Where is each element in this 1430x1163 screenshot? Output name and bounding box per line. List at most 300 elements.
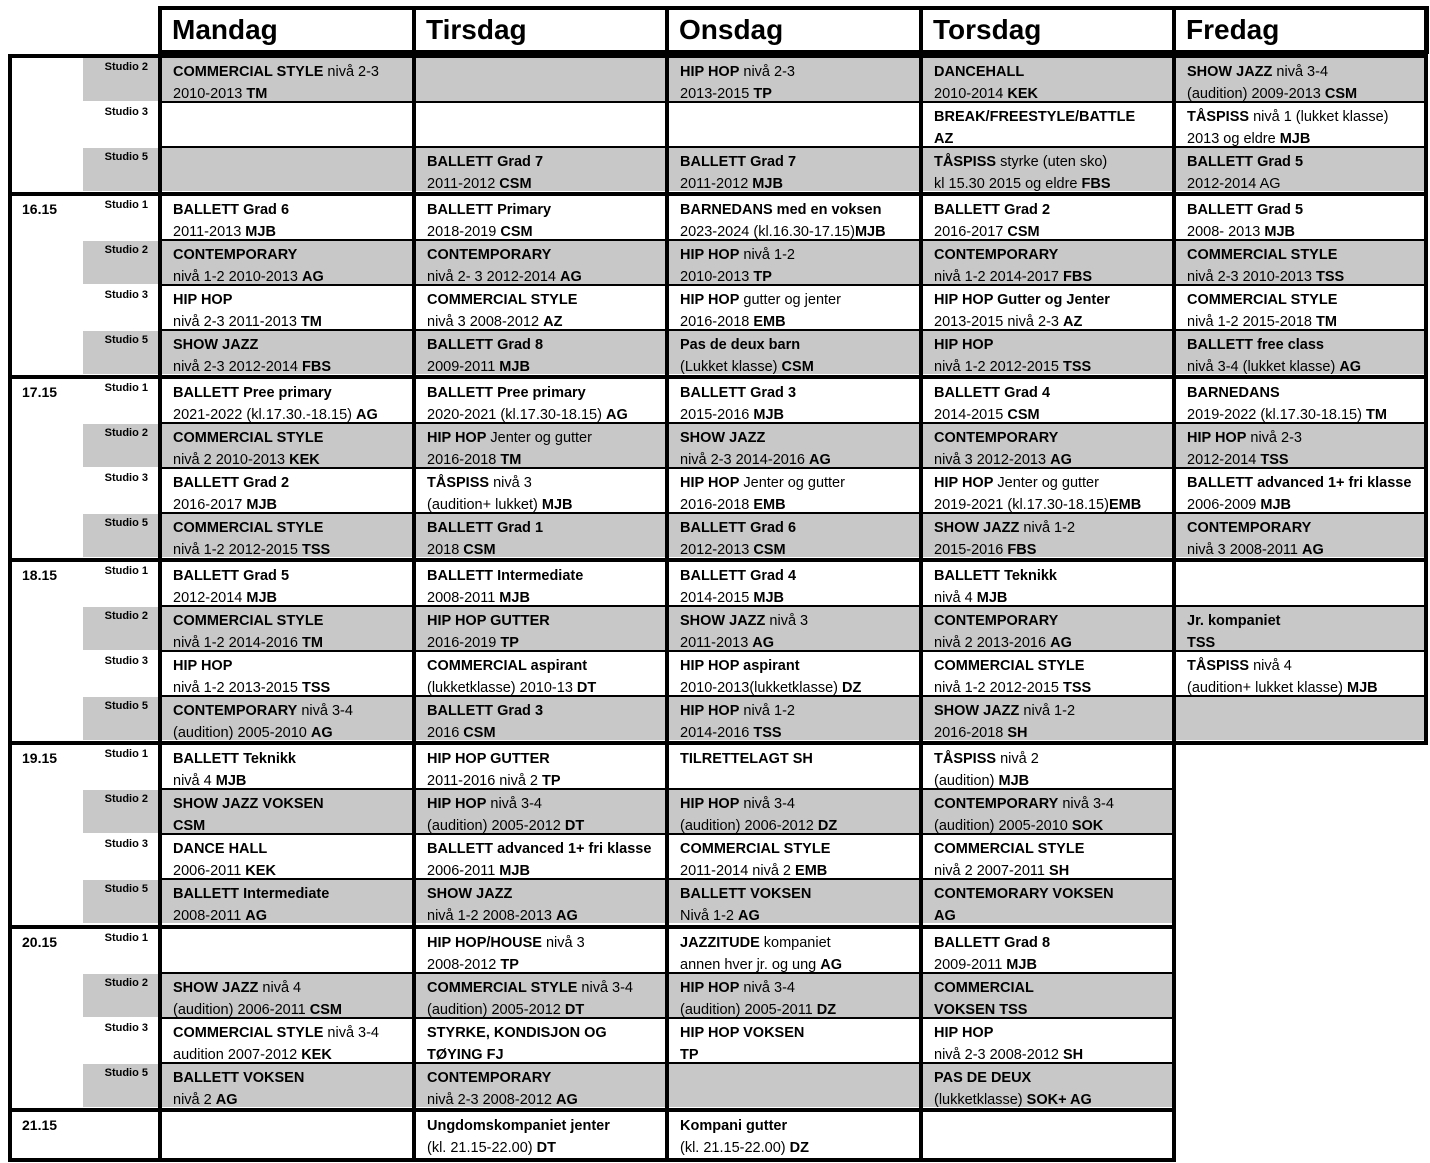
class-detail-line (934, 954, 1174, 972)
class-name-text: CSM (173, 818, 206, 833)
class-detail-line (1187, 221, 1425, 239)
class-cell (416, 652, 667, 695)
class-detail-line (427, 587, 667, 605)
class-detail-text: nivå 2 (996, 751, 1039, 767)
class-title-line (680, 334, 921, 356)
class-title-line (173, 1067, 414, 1089)
class-detail-text: (audition) 2009-2013 (1187, 86, 1325, 101)
class-detail-text: nivå 2-3 (1246, 430, 1302, 446)
class-title-line (1187, 427, 1425, 449)
class-detail-line (680, 311, 921, 329)
class-name-text: BARNEDANS (1187, 385, 1280, 401)
class-name-text: AZ (543, 314, 563, 329)
class-title-line (173, 199, 414, 221)
class-cell (923, 880, 1174, 923)
class-detail-line (173, 128, 414, 146)
day-header-fredag: Fredag (1172, 6, 1429, 54)
class-detail-text: nivå 4 (934, 590, 977, 605)
class-cell (1176, 148, 1425, 191)
class-name-text: DZ (816, 1002, 837, 1017)
class-name-text: BALLETT Grad 4 (680, 568, 797, 584)
block-border (1172, 741, 1428, 745)
class-cell (416, 469, 667, 512)
class-title-line (934, 793, 1174, 815)
class-cell (162, 514, 414, 557)
studio-label: Studio 1 (104, 932, 148, 944)
class-cell (162, 58, 414, 101)
class-cell (416, 562, 667, 605)
class-name-text: CSM (463, 542, 496, 557)
class-detail-text: 2020-2021 (kl.17.30-18.15) (427, 407, 606, 422)
class-name-text: AG (605, 407, 628, 422)
class-name-text: CONTEMPORARY (934, 430, 1059, 446)
class-detail-line (680, 494, 921, 512)
class-name-text: SHOW JAZZ (680, 430, 766, 446)
class-detail-line (934, 677, 1174, 695)
class-cell (923, 745, 1174, 788)
class-title-line (173, 61, 414, 83)
studio-label: Studio 1 (104, 748, 148, 760)
block-border (8, 1158, 1176, 1162)
class-name-text: FBS (1007, 542, 1037, 557)
class-detail-text: nivå 3-4 (739, 796, 795, 812)
class-title-line (427, 244, 667, 266)
class-name-text: CSM (499, 176, 532, 191)
class-name-text: CSM (1007, 407, 1040, 422)
class-name-text: BALLETT Primary (427, 202, 552, 218)
class-cell (162, 331, 414, 374)
class-detail-line (173, 954, 414, 972)
column-border (665, 6, 669, 1162)
class-title-line (680, 382, 921, 404)
class-detail-text: nivå 4 (258, 980, 302, 996)
class-name-text: EMB (753, 497, 786, 512)
class-title-line (173, 748, 414, 770)
time-label: 16.15 (22, 201, 58, 217)
class-cell (416, 880, 667, 923)
class-cell (923, 652, 1174, 695)
class-detail-line (427, 1044, 667, 1062)
class-cell (416, 424, 667, 467)
class-detail-line (680, 860, 921, 878)
class-title-line (427, 199, 667, 221)
class-cell (162, 1064, 414, 1107)
class-name-text: TILRETTELAGT SH (680, 751, 813, 767)
class-name-text: MJB (1279, 131, 1311, 146)
class-detail-line (427, 999, 667, 1017)
class-name-text: AG (1050, 635, 1072, 650)
class-name-text: SH (1063, 1047, 1084, 1062)
class-detail-text: annen hver jr. og ung (680, 957, 821, 972)
class-detail-line (1187, 356, 1425, 374)
class-detail-text: 2018 (427, 542, 464, 557)
class-detail-line (680, 266, 921, 284)
class-cell (162, 103, 414, 146)
class-title-line (680, 655, 921, 677)
class-detail-text: 2016-2017 (173, 497, 247, 512)
class-detail-line (173, 632, 414, 650)
class-cell (1176, 379, 1425, 422)
class-detail-text: nivå 2-3 2012-2014 (173, 359, 302, 374)
class-name-text: AG (310, 725, 333, 740)
block-border (8, 925, 1176, 929)
class-detail-line (1187, 404, 1425, 422)
class-title-line (1187, 289, 1425, 311)
class-title-line (934, 838, 1174, 860)
class-name-text: DZ (842, 680, 862, 695)
class-detail-text: 2012-2014 (173, 590, 247, 605)
class-detail-line (427, 311, 667, 329)
class-detail-line (173, 815, 414, 833)
class-cell (1176, 469, 1425, 512)
class-name-text: HIP HOP (427, 796, 487, 812)
class-cell (669, 835, 921, 878)
class-cell (416, 148, 667, 191)
class-title-line (427, 793, 667, 815)
class-cell (669, 652, 921, 695)
class-title-line (1187, 106, 1425, 128)
class-detail-text: Jenter og gutter (739, 475, 845, 491)
class-name-text: TÅSPISS (1187, 109, 1250, 125)
class-cell (669, 196, 921, 239)
class-name-text: BALLETT Grad 4 (934, 385, 1051, 401)
class-cell (669, 880, 921, 923)
class-detail-line (934, 905, 1174, 923)
class-title-line (173, 883, 414, 905)
class-detail-text: gutter og jenter (739, 292, 841, 308)
class-name-text: TSS (302, 680, 331, 695)
class-cell (162, 974, 414, 1017)
class-detail-text: 2014-2015 (680, 590, 754, 605)
class-name-text: HIP HOP (680, 247, 740, 263)
class-cell (162, 196, 414, 239)
class-title-line (934, 748, 1174, 770)
class-title-line (173, 700, 414, 722)
class-cell (923, 286, 1174, 329)
class-title-line (173, 655, 414, 677)
class-detail-line (1187, 128, 1425, 146)
class-detail-text: Jenter og gutter (486, 430, 592, 446)
class-title-line (427, 610, 667, 632)
class-detail-text: nivå 3 2012-2013 (934, 452, 1051, 467)
class-name-text: MJB (1346, 680, 1378, 695)
class-cell (162, 424, 414, 467)
class-cell (923, 835, 1174, 878)
class-detail-text: nivå 3 (765, 613, 809, 629)
class-name-text: BALLETT Teknikk (173, 751, 296, 767)
class-name-text: DT (536, 1140, 556, 1156)
class-cell (669, 514, 921, 557)
class-cell (1176, 562, 1425, 605)
column-border (8, 54, 12, 1162)
class-detail-text: nivå 3-4 (486, 796, 542, 812)
class-detail-line (1187, 173, 1425, 191)
class-title-line (173, 565, 414, 587)
class-detail-text: nivå 1-2 (1019, 520, 1076, 536)
class-title-line (1187, 61, 1425, 83)
class-detail-text: (audition) 2006-2012 (680, 818, 818, 833)
class-cell (669, 929, 921, 972)
block-border (8, 375, 1428, 379)
class-name-text: AG (752, 635, 775, 650)
class-detail-text: nivå 3-4 (739, 980, 795, 996)
class-name-text: SH (1049, 863, 1070, 878)
class-name-text: SOK (1071, 818, 1104, 833)
class-detail-line (680, 1089, 921, 1107)
class-title-line (680, 977, 921, 999)
class-detail-line (934, 266, 1174, 284)
class-title-line (934, 382, 1174, 404)
class-cell (923, 790, 1174, 833)
class-detail-line (680, 815, 921, 833)
studio-label: Studio 3 (104, 838, 148, 850)
class-cell (162, 697, 414, 740)
class-detail-text: 2011-2013 (680, 635, 753, 650)
class-detail-text: nivå 3 (489, 475, 532, 491)
class-detail-line (934, 722, 1174, 740)
class-cell (416, 697, 667, 740)
class-detail-text: nivå 1-2 2010-2013 (173, 269, 302, 284)
class-detail-text: (lukketklasse) (934, 1092, 1027, 1107)
class-name-text: BALLETT Grad 7 (427, 154, 544, 170)
class-detail-line (173, 83, 414, 101)
class-name-text: TSS (1063, 680, 1092, 695)
class-name-text: SHOW JAZZ (1187, 64, 1273, 80)
class-name-text: TP (753, 86, 772, 101)
class-detail-line (1187, 449, 1425, 467)
class-name-text: MJB (752, 176, 783, 191)
class-detail-line (427, 449, 667, 467)
class-title-line (427, 883, 667, 905)
class-name-text: BALLETT Grad 2 (934, 202, 1051, 218)
class-cell (669, 697, 921, 740)
class-detail-line (427, 266, 667, 284)
class-name-text: BALLETT Intermediate (173, 886, 330, 902)
day-header-mandag: Mandag (158, 6, 416, 54)
class-cell (1176, 103, 1425, 146)
class-name-text: FBS (302, 359, 331, 374)
class-cell (162, 929, 414, 972)
class-detail-line (173, 539, 414, 557)
class-title-line (427, 517, 667, 539)
class-name-text: HIP HOP (680, 475, 740, 491)
class-cell (923, 514, 1174, 557)
class-title-line (680, 932, 921, 954)
class-cell (162, 790, 414, 833)
class-detail-line (173, 999, 414, 1017)
class-name-text: HIP HOP/HOUSE (427, 935, 542, 951)
class-name-text: MJB (246, 590, 277, 605)
class-detail-line (1187, 266, 1425, 284)
class-detail-line (427, 83, 667, 101)
class-name-text: MJB (541, 497, 573, 512)
class-title-line (934, 610, 1174, 632)
class-name-text: BALLETT Grad 5 (1187, 202, 1304, 218)
class-name-text: SHOW JAZZ (934, 703, 1020, 719)
column-border (412, 6, 416, 1162)
class-detail-text: nivå 1-2 2014-2017 (934, 269, 1063, 284)
class-detail-line (173, 173, 414, 191)
class-name-text: DANCEHALL (934, 64, 1025, 80)
class-name-text: CONTEMORARY VOKSEN (934, 886, 1114, 902)
class-name-text: AZ (1063, 314, 1083, 329)
class-detail-text: nivå 2-3 2014-2016 (680, 452, 809, 467)
class-name-text: COMMERCIAL STYLE (173, 64, 324, 80)
class-cell (416, 286, 667, 329)
class-title-line (1187, 565, 1425, 587)
class-title-line (680, 793, 921, 815)
class-name-text: EMB (753, 314, 786, 329)
class-detail-line (173, 494, 414, 512)
class-title-line (173, 932, 414, 954)
class-name-text: BALLETT Grad 3 (427, 703, 544, 719)
class-name-text: BALLETT Grad 8 (427, 337, 544, 353)
class-title-line (1187, 517, 1425, 539)
class-name-text: CONTEMPORARY (427, 1070, 552, 1086)
class-detail-text: Nivå 1-2 (680, 908, 739, 923)
class-detail-line (934, 860, 1174, 878)
class-detail-text: nivå 1-2 2015-2018 (1187, 314, 1316, 329)
class-name-text: BALLETT Grad 5 (1187, 154, 1304, 170)
class-title-line (427, 932, 667, 954)
class-detail-line (934, 632, 1174, 650)
class-title-line (680, 517, 921, 539)
block-border (8, 558, 1428, 562)
class-detail-line (680, 677, 921, 695)
column-border (1172, 6, 1176, 1162)
class-detail-line (934, 1089, 1174, 1107)
class-cell (162, 379, 414, 422)
class-detail-text: 2016-2018 (427, 452, 501, 467)
class-cell (669, 286, 921, 329)
studio-label: Studio 5 (104, 883, 148, 895)
class-name-text: MJB (246, 497, 277, 512)
class-title-line (173, 517, 414, 539)
studio-label: Studio 2 (104, 977, 148, 989)
class-title-line (1187, 655, 1425, 677)
class-detail-line (427, 128, 667, 146)
class-detail-text: (audition+ lukket klasse) (1187, 680, 1347, 695)
class-name-text: HIP HOP Gutter og Jenter (934, 292, 1110, 308)
class-name-text: Jr. kompaniet (1187, 613, 1281, 629)
class-name-text: DANCE HALL (173, 841, 268, 857)
class-cell (416, 241, 667, 284)
class-cell (416, 790, 667, 833)
class-name-text: BALLETT Grad 3 (680, 385, 797, 401)
class-detail-text: nivå 2-3 2010-2013 (1187, 269, 1316, 284)
class-name-text: BALLETT Teknikk (934, 568, 1057, 584)
class-detail-text: 2016-2018 (934, 725, 1008, 740)
class-title-line (934, 565, 1174, 587)
class-detail-text: 2023-2024 (kl.16.30-17.15) (680, 224, 855, 239)
class-title-line (680, 106, 921, 128)
class-cell (669, 1112, 921, 1158)
class-detail-text: nivå 2-3 2011-2013 (173, 314, 301, 329)
class-detail-text: 2011-2013 (173, 224, 246, 239)
class-title-line (1187, 151, 1425, 173)
studio-label: Studio 5 (104, 334, 148, 346)
class-name-text: AG (245, 908, 268, 923)
class-name-text: MJB (215, 773, 247, 788)
class-name-text: MJB (499, 590, 530, 605)
class-name-text: BALLETT Grad 5 (173, 568, 290, 584)
class-detail-text: 2008- 2013 (1187, 224, 1265, 239)
class-detail-text: 2006-2011 (427, 863, 500, 878)
class-name-text: TSS (1316, 269, 1345, 284)
class-detail-line (934, 494, 1174, 512)
class-detail-text: 2006-2009 (1187, 497, 1261, 512)
class-detail-line (173, 1044, 414, 1062)
class-title-line (173, 106, 414, 128)
class-name-text: FBS (1063, 269, 1092, 284)
block-border (8, 54, 1428, 58)
studio-label: Studio 1 (104, 382, 148, 394)
class-detail-line (680, 1137, 921, 1158)
class-title-line (934, 932, 1174, 954)
class-detail-text: nivå 1-2 (739, 247, 795, 263)
class-detail-line (427, 173, 667, 191)
class-detail-line (427, 494, 667, 512)
class-name-text: TM (302, 635, 323, 650)
class-detail-text: 2014-2015 (934, 407, 1008, 422)
class-title-line (934, 151, 1174, 173)
class-detail-line (934, 539, 1174, 557)
class-detail-line (680, 221, 921, 239)
class-detail-text: nivå 2 2007-2011 (934, 863, 1050, 878)
class-name-text: TÅSPISS (1187, 658, 1250, 674)
class-name-text: COMMERCIAL STYLE (173, 430, 324, 446)
class-name-text: HIP HOP (934, 337, 994, 353)
class-detail-line (1187, 722, 1425, 740)
class-name-text: TSS (753, 725, 782, 740)
class-name-text: SHOW JAZZ (680, 613, 766, 629)
class-name-text: CONTEMPORARY (934, 247, 1059, 263)
class-detail-line (173, 1089, 414, 1107)
class-name-text: VOKSEN TSS (934, 1002, 1028, 1017)
class-name-text: HIP HOP (680, 292, 740, 308)
studio-label: Studio 5 (104, 700, 148, 712)
class-detail-line (427, 815, 667, 833)
class-name-text: BALLETT Grad 2 (173, 475, 290, 491)
class-name-text: TM (246, 86, 268, 101)
class-name-text: MJB (998, 773, 1030, 788)
class-title-line (173, 244, 414, 266)
class-detail-text: 2013 og eldre (1187, 131, 1280, 146)
class-name-text: COMMERCIAL STYLE (1187, 247, 1338, 263)
class-detail-line (680, 83, 921, 101)
class-detail-text: nivå 1-2 2008-2013 (427, 908, 556, 923)
class-detail-text: kompaniet (759, 935, 831, 951)
class-detail-text: 2019-2022 (kl.17.30-18.15) (1187, 407, 1366, 422)
class-name-text: TP (500, 635, 519, 650)
class-detail-line (680, 128, 921, 146)
class-title-line (173, 382, 414, 404)
class-name-text: MJB (753, 407, 784, 422)
class-name-text: CONTEMPORARY (427, 247, 552, 263)
class-title-line (680, 289, 921, 311)
class-name-text: COMMERCIAL (934, 980, 1034, 996)
class-detail-text: 2013-2015 nivå 2-3 (934, 314, 1063, 329)
class-detail-line (680, 632, 921, 650)
class-detail-line (427, 404, 667, 422)
class-cell (1176, 424, 1425, 467)
class-title-line (427, 1115, 667, 1137)
class-name-text: BALLETT VOKSEN (173, 1070, 305, 1086)
block-border (8, 1108, 1176, 1112)
class-title-line (934, 700, 1174, 722)
class-cell (923, 424, 1174, 467)
studio-label: Studio 3 (104, 655, 148, 667)
